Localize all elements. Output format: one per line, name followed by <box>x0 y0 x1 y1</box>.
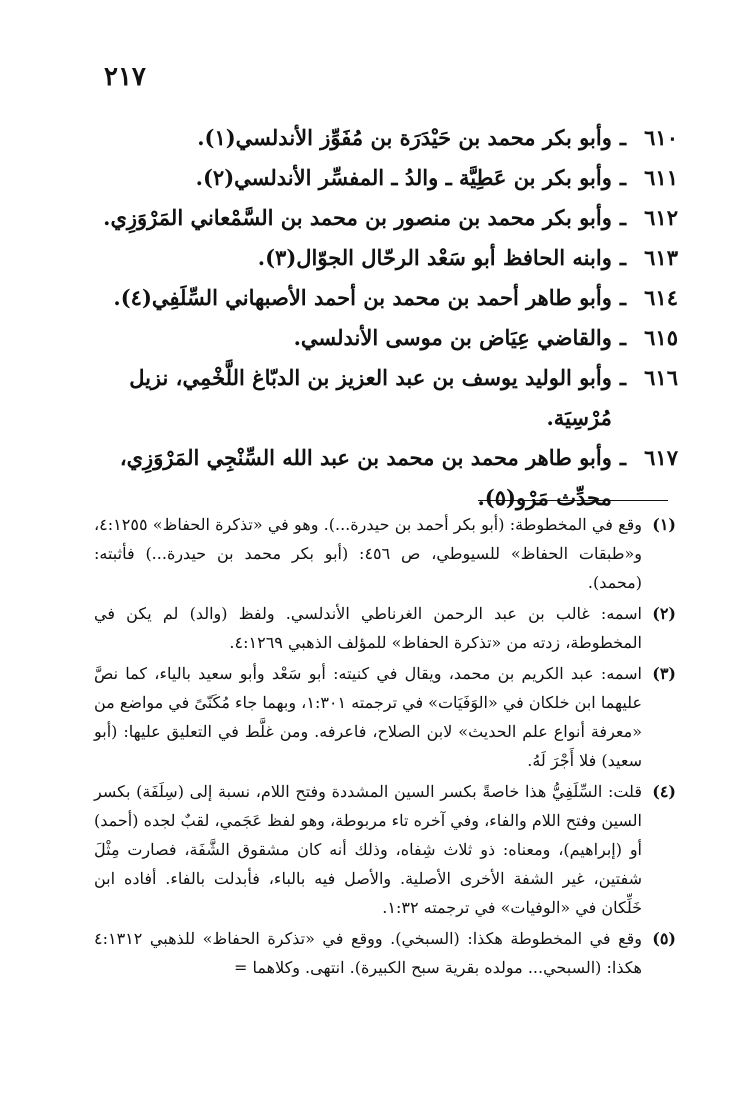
footnote-number: (٤) <box>652 782 676 801</box>
entry-text: وأبو طاهر أحمد بن محمد بن أحمد الأصبهاني السِّلَفِي(٤). <box>113 285 612 310</box>
footnote-separator <box>478 500 668 501</box>
entry-text: وابنه الحافظ أبو سَعْد الرحّال الجوّال(٣). <box>257 245 612 270</box>
entry-text: والقاضي عِيَاض بن موسى الأندلسي. <box>293 325 612 350</box>
footnote-text: اسمه: غالب بن عبد الرحمن الغرناطي الأندلسي. ولفظ (والد) لم يكن في المخطوطة، زدته من «تذكرة الحفاظ» للمؤلف الذهبي ٤:١٢٦٩. <box>94 604 642 652</box>
entry-text: وأبو بكر محمد بن منصور بن محمد بن السَّمْعاني المَرْوَزِي. <box>103 205 612 230</box>
entry-615 <box>100 318 678 358</box>
entries-list <box>100 118 678 518</box>
footnote-number: (٣) <box>652 664 676 683</box>
entry-612 <box>100 198 678 238</box>
entry-number: ٦١٠ <box>644 125 678 150</box>
entry-number: ٦١٦ <box>644 365 678 390</box>
entry-dash: ـ <box>619 205 626 230</box>
entry-614 <box>100 278 678 318</box>
footnote-1 <box>94 510 676 597</box>
entry-611 <box>100 158 678 198</box>
entry-number: ٦١٢ <box>644 205 678 230</box>
entry-number: ٦١١ <box>644 165 678 190</box>
entry-dash: ـ <box>619 165 626 190</box>
footnote-3 <box>94 659 676 775</box>
footnotes-list <box>94 510 676 984</box>
footnote-text: اسمه: عبد الكريم بن محمد، ويقال في كنيته: أبو سَعْد وأبو سعيد بالياء، كما نصَّ عليهما ابن خلكان في «الوَفَيَات» في ترجمته ١:٣٠١، وبهما جاء مُكَنّىً في مواضع من «معرفة أنواع علم الحديث» لابن الصلاح، فاعرفه. ومن غلَّط في التعليق عليها: (أبو سعيد) فلا أَجْرَ لَهُ. <box>94 664 642 770</box>
page-number: ٢١٧ <box>104 62 146 92</box>
footnote-2 <box>94 599 676 657</box>
entry-text: وأبو طاهر محمد بن محمد بن عبد الله السِّنْجِي المَرْوَزِي، محدِّث مَرْو(٥). <box>119 445 612 510</box>
entry-text: وأبو بكر محمد بن حَيْدَرَة بن مُفَوِّز الأندلسي(١). <box>197 125 612 150</box>
entry-number: ٦١٧ <box>644 445 678 470</box>
entry-number: ٦١٤ <box>644 285 678 310</box>
footnote-5 <box>94 924 676 982</box>
entry-dash: ـ <box>619 245 626 270</box>
entry-number: ٦١٥ <box>644 325 678 350</box>
footnote-4 <box>94 777 676 922</box>
entry-617 <box>100 438 678 518</box>
entry-text: وأبو الوليد يوسف بن عبد العزيز بن الدبّاغ اللَّخْمِي، نزيل مُرْسِيَة. <box>129 365 612 430</box>
entry-dash: ـ <box>619 125 626 150</box>
footnote-text: وقع في المخطوطة: (أبو بكر أحمد بن حيدرة...). وهو في «تذكرة الحفاظ» ٤:١٢٥٥، و«طبقات الحفاظ» للسيوطي، ص ٤٥٦: (أبو بكر محمد بن حيدرة...) فأثبته: (محمد). <box>94 515 642 592</box>
entry-dash: ـ <box>619 365 626 390</box>
entry-616 <box>100 358 678 438</box>
footnote-number: (٢) <box>652 604 676 623</box>
footnote-text: قلت: السِّلَفِيُّ هذا خاصةً بكسر السين المشددة وفتح اللام، نسبة إلى (سِلَفَة) بكسر السين وفتح اللام والفاء، وفي آخره تاء مربوطة، وهو لفظ عَجَمي، لقبٌ لجده (أحمد) أو (إبراهيم)، ومعناه: ذو ثلاث شِفاه، وذلك أنه كان مشقوق الشَّفَة، فصارت مِثْلَ شفتين، غير الشفة الأخرى الأصلية. والأصل فيه بالباء، فأبدلت بالفاء. أفاده ابن خَلِّكان في «الوفيات» في ترجمته ١:٣٢. <box>94 782 642 917</box>
entry-613 <box>100 238 678 278</box>
entry-dash: ـ <box>619 285 626 310</box>
footnote-number: (٥) <box>652 929 676 948</box>
entry-610 <box>100 118 678 158</box>
entry-number: ٦١٣ <box>644 245 678 270</box>
entry-dash: ـ <box>619 325 626 350</box>
footnote-number: (١) <box>652 515 676 534</box>
footnote-text: وقع في المخطوطة هكذا: (السبخي). ووقع في «تذكرة الحفاظ» للذهبي ٤:١٣١٢ هكذا: (السبحي... مولده بقرية سبح الكبيرة). انتهى. وكلاهما = <box>94 929 642 977</box>
entry-dash: ـ <box>619 445 626 470</box>
entry-text: وأبو بكر بن عَطِيَّة ـ والدُ ـ المفسِّر الأندلسي(٢). <box>195 165 612 190</box>
